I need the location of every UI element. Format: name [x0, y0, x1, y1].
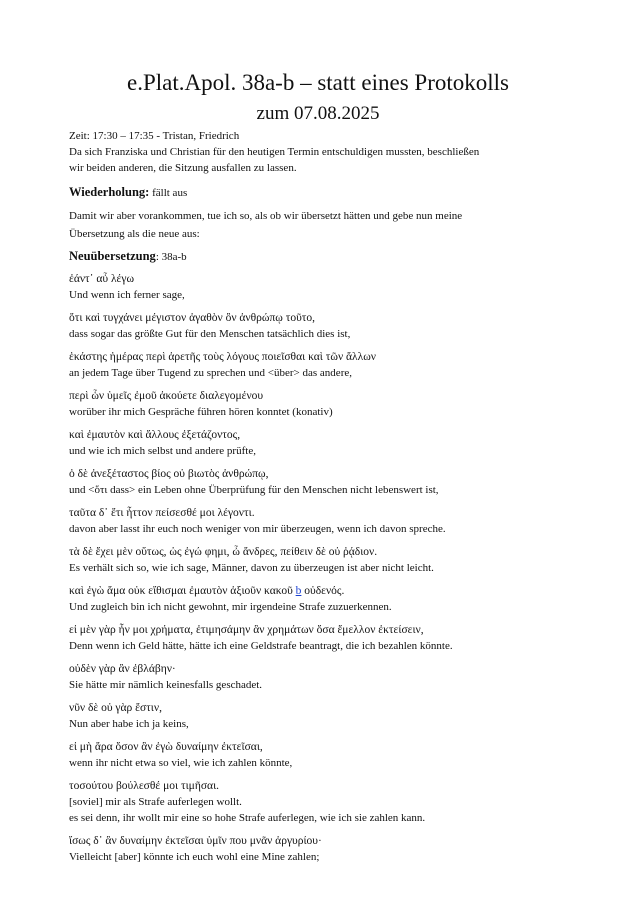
- german-line: Und zugleich bin ich nicht gewohnt, mir irgendeine Strafe zuzuerkennen.: [69, 601, 392, 613]
- session-meta: [69, 128, 569, 176]
- page-title: e.Plat.Apol. 38a-b – statt eines Protokolls: [126, 70, 509, 95]
- greek-line: οὐδὲν γὰρ ἂν ἐβλάβην·: [69, 663, 176, 675]
- translation-heading: [69, 248, 187, 265]
- greek-line: ἴσως δ᾽ ἂν δυναίμην ἐκτεῖσαι ὑμῖν που μνᾶν ἀργυρίου·: [69, 835, 322, 847]
- greek-line: καὶ ἐμαυτὸν καὶ ἄλλους ἐξετάζοντος,: [69, 429, 241, 441]
- translation-pair: [69, 349, 589, 381]
- german-line: an jedem Tage über Tugend zu sprechen und <über> das andere,: [69, 367, 352, 379]
- german-line: worüber ihr mich Gespräche führen hören konntet (konativ): [69, 406, 333, 418]
- german-line: Nun aber habe ich ja keins,: [69, 718, 189, 730]
- translation-pair: [69, 388, 589, 420]
- intro-line: Übersetzung als die neue aus:: [69, 228, 200, 240]
- greek-line: περὶ ὧν ὑμεῖς ἐμοῦ ἀκούετε διαλεγομένου: [69, 390, 264, 402]
- section-b-link[interactable]: b: [295, 585, 302, 597]
- greek-line: ὅτι καὶ τυγχάνει μέγιστον ἀγαθὸν ὂν ἀνθρώπῳ τοῦτο,: [69, 312, 316, 324]
- greek-line: ἑκάστης ἡμέρας περὶ ἀρετῆς τοὺς λόγους ποιεῖσθαι καὶ τῶν ἄλλων: [69, 351, 376, 363]
- german-line: Es verhält sich so, wie ich sage, Männer, davon zu überzeugen ist aber nicht leicht.: [69, 562, 434, 574]
- review-label: Wiederholung:: [69, 185, 150, 199]
- greek-line: εἰ μὲν γὰρ ἦν μοι χρήματα, ἐτιμησάμην ἂν χρημάτων ὅσα ἔμελλον ἐκτείσειν,: [69, 624, 424, 636]
- greek-line: [69, 583, 589, 599]
- german-line: Sie hätte mir nämlich keinesfalls geschadet.: [69, 679, 263, 691]
- review-value: fällt aus: [149, 187, 188, 199]
- translation-pair: [69, 622, 589, 654]
- translation-pair: [69, 778, 589, 826]
- intro-line: Damit wir aber vorankommen, tue ich so, als ob wir übersetzt hätten und gebe nun meine: [69, 210, 463, 222]
- page-subtitle: zum 07.08.2025: [256, 103, 380, 124]
- greek-line: ἐάντ᾽ αὖ λέγω: [69, 273, 135, 285]
- translation-pair: [69, 833, 589, 865]
- time-line: Zeit: 17:30 – 17:35 - Tristan, Friedrich: [69, 130, 240, 142]
- greek-line: τὰ δὲ ἔχει μὲν οὕτως, ὡς ἐγώ φημι, ὦ ἄνδρες, πείθειν δὲ οὐ ῥᾴδιον.: [69, 546, 378, 558]
- german-line: [soviel] mir als Strafe auferlegen wollt.: [69, 796, 242, 808]
- greek-line: τοσούτου βούλεσθέ μοι τιμῆσαι.: [69, 780, 220, 792]
- greek-line: εἰ μὴ ἄρα ὅσον ἂν ἐγὼ δυναίμην ἐκτεῖσαι,: [69, 741, 263, 753]
- greek-line: ὁ δὲ ἀνεξέταστος βίος οὐ βιωτὸς ἀνθρώπῳ,: [69, 468, 269, 480]
- translation-pair: [69, 739, 589, 771]
- translation-pair: [69, 661, 589, 693]
- note-line: Da sich Franziska und Christian für den heutigen Termin entschuldigen mussten, beschließen: [69, 146, 480, 158]
- german-line: und <ὅτι dass> ein Leben ohne Überprüfung für den Menschen nicht lebenswert ist,: [69, 484, 439, 496]
- translation-pair: [69, 310, 589, 342]
- note-line: wir beiden anderen, die Sitzung ausfallen zu lassen.: [69, 162, 297, 174]
- german-line: Und wenn ich ferner sage,: [69, 289, 185, 301]
- german-line: und wie ich mich selbst und andere prüfte,: [69, 445, 256, 457]
- translation-value: : 38a-b: [155, 251, 187, 263]
- review-heading: [69, 184, 187, 201]
- translation-pair: [69, 544, 589, 576]
- translation-pair: [69, 505, 589, 537]
- greek-text: οὐδενός.: [301, 585, 345, 597]
- translation-pair: [69, 271, 589, 303]
- german-line-alt: es sei denn, ihr wollt mir eine so hohe Strafe auferlegen, wie ich sie zahlen kann.: [69, 812, 426, 824]
- translation-pair: [69, 466, 589, 498]
- intro-paragraph: [69, 207, 569, 243]
- translation-pair: [69, 700, 589, 732]
- german-line: wenn ihr nicht etwa so viel, wie ich zahlen könnte,: [69, 757, 293, 769]
- translation-pair: [69, 427, 589, 459]
- german-line: Denn wenn ich Geld hätte, hätte ich eine Geldstrafe beantragt, die ich bezahlen könnte.: [69, 640, 453, 652]
- greek-text: καὶ ἐγὼ ἅμα οὐκ εἴθισμαι ἐμαυτὸν ἀξιοῦν κακοῦ: [69, 585, 296, 597]
- german-line: dass sogar das größte Gut für den Menschen tatsächlich dies ist,: [69, 328, 351, 340]
- german-line: davon aber lasst ihr euch noch weniger von mir überzeugen, wenn ich davon spreche.: [69, 523, 446, 535]
- greek-line: νῦν δὲ οὐ γὰρ ἔστιν,: [69, 702, 162, 714]
- german-line: Vielleicht [aber] könnte ich euch wohl eine Mine zahlen;: [69, 851, 320, 863]
- greek-line: ταῦτα δ᾽ ἔτι ἧττον πείσεσθέ μοι λέγοντι.: [69, 507, 255, 519]
- translation-label: Neuübersetzung: [69, 249, 156, 263]
- translation-pair: [69, 583, 589, 615]
